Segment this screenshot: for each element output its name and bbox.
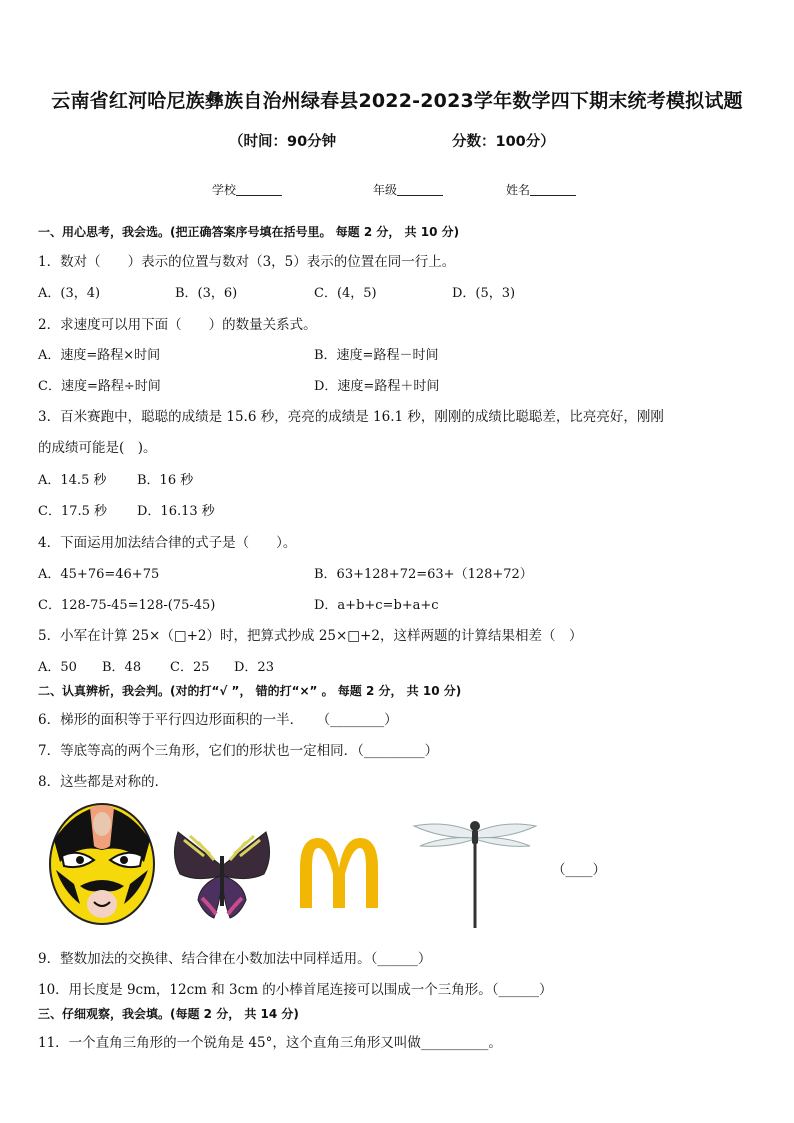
page-title: 云南省红河哈尼族彝族自治州绿春县2022-2023学年数学四下期末统考模拟试题 [51,90,743,112]
name-field [506,181,576,198]
section-1-heading: 一、用心思考，我会选。(把正确答案序号填在括号里。 每题 2 分， 共 10 分) [38,225,460,239]
q2-option-d: D．速度=路程＋时间 [314,379,440,394]
q1-option-a: A．(3，4) [38,286,101,301]
question-8-blank[interactable]: （____） [552,862,606,878]
q5-option-a: A．50 [38,660,77,675]
q2-option-a: A．速度=路程×时间 [38,348,161,363]
q1-option-d: D．(5，3) [452,286,516,301]
q5-option-d: D．23 [234,660,274,675]
grade-field [373,181,443,198]
question-4: 4．下面运用加法结合律的式子是（ ）。 [38,535,297,551]
q3-option-c: C．17.5 秒 [38,504,108,519]
q1-option-c: C．(4，5) [314,286,377,301]
q4-option-b: B．63+128+72=63+（128+72） [314,567,533,582]
q2-option-c: C．速度=路程÷时间 [38,379,161,394]
name-blank[interactable] [530,183,576,196]
school-blank[interactable] [236,183,282,196]
section-3-heading: 三、仔细观察，我会填。(每题 2 分， 共 14 分) [38,1007,299,1021]
q1-option-b: B．(3，6) [175,286,238,301]
exam-time: （时间：90分钟 [229,134,337,150]
grade-label: 年级 [373,183,398,197]
school-label: 学校 [212,183,237,197]
question-3-line-2: 的成绩可能是( )。 [38,440,157,456]
question-10: 10．用长度是 9cm，12cm 和 3cm 的小棒首尾连接可以围成一个三角形。（______） [38,982,553,998]
exam-score: 分数：100分） [452,134,555,150]
question-11: 11．一个直角三角形的一个锐角是 45°，这个直角三角形又叫做__________。 [38,1035,502,1051]
arch-logo-image [296,834,382,908]
q3-option-a: A．14.5 秒 [38,473,107,488]
question-5: 5．小军在计算 25×（□+2）时，把算式抄成 25×□+2，这样两题的计算结果相差（ ） [38,628,583,644]
name-label: 姓名 [506,183,531,197]
q2-option-b: B．速度=路程－时间 [314,348,439,363]
q3-option-b: B．16 秒 [137,473,194,488]
q4-option-a: A．45+76=46+75 [38,567,160,582]
dragonfly-image [410,812,540,930]
grade-blank[interactable] [397,183,443,196]
q5-option-b: B．48 [102,660,142,675]
question-6: 6．梯形的面积等于平行四边形面积的一半． （________） [38,712,398,728]
question-7: 7．等底等高的两个三角形，它们的形状也一定相同．（_________） [38,743,439,759]
question-9: 9．整数加法的交换律、结合律在小数加法中同样适用。（______） [38,951,432,967]
question-3-line-1: 3．百米赛跑中，聪聪的成绩是 15.6 秒，亮亮的成绩是 16.1 秒，刚刚的成绩比聪聪差，比亮亮好，刚刚 [38,409,664,425]
q5-option-c: C．25 [170,660,210,675]
butterfly-image [170,826,274,922]
opera-mask-image [44,800,160,928]
q4-option-c: C．128-75-45=128-(75-45) [38,598,216,613]
question-8: 8．这些都是对称的． [38,774,169,790]
section-2-heading: 二、认真辨析，我会判。(对的打“√ ”， 错的打“×” 。 每题 2 分， 共 10 分) [38,684,462,698]
school-field [212,181,282,198]
q3-option-d: D．16.13 秒 [137,504,215,519]
question-2: 2．求速度可以用下面（ ）的数量关系式。 [38,317,317,333]
question-1: 1．数对（ ）表示的位置与数对（3，5）表示的位置在同一行上。 [38,254,456,270]
q4-option-d: D．a+b+c=b+a+c [314,598,439,613]
